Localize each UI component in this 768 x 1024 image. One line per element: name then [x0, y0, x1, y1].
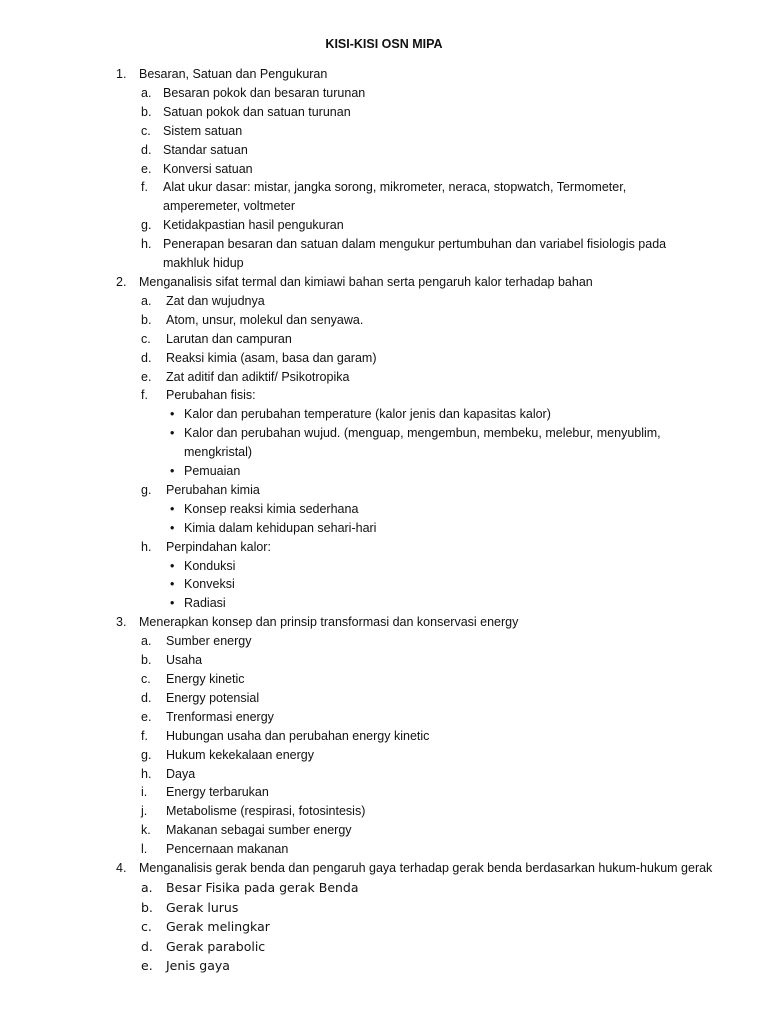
list-item	[0, 670, 768, 689]
item-letter: b.	[141, 653, 152, 668]
list-item	[0, 178, 768, 216]
list-item	[0, 937, 768, 957]
item-text: Alat ukur dasar: mistar, jangka sorong, mikrometer, neraca, stopwatch, Termometer, amperemeter, voltmeter	[163, 180, 627, 214]
list-item	[0, 840, 768, 859]
bullet-text: Kalor dan perubahan wujud. (menguap, mengembun, membeku, melebur, menyublim, mengkristal)	[184, 426, 661, 460]
bullet-item	[0, 594, 768, 613]
list-item	[0, 368, 768, 387]
section-1	[0, 65, 768, 273]
item-text: Energy potensial	[166, 690, 260, 705]
item-text: Metabolisme (respirasi, fotosintesis)	[166, 804, 366, 819]
item-text: Perubahan fisis:	[166, 388, 256, 403]
bullet-text: Kalor dan perubahan temperature (kalor jenis dan kapasitas kalor)	[184, 407, 551, 422]
section-title: Besaran, Satuan dan Pengukuran	[139, 67, 328, 81]
list-item	[0, 802, 768, 821]
item-text: Besar Fisika pada gerak Benda	[166, 879, 359, 895]
item-text: Penerapan besaran dan satuan dalam mengukur pertumbuhan dan variabel fisiologis pada makhluk hidup	[163, 237, 667, 271]
section-heading	[0, 613, 768, 632]
item-text: Atom, unsur, molekul dan senyawa.	[166, 312, 364, 327]
bullet-icon: •	[170, 407, 175, 422]
list-item	[0, 878, 768, 898]
list-item	[0, 727, 768, 746]
list-item	[0, 898, 768, 918]
item-text: Pencernaan makanan	[166, 842, 289, 857]
item-text: Zat dan wujudnya	[166, 293, 265, 308]
item-letter: e.	[141, 161, 152, 176]
bullet-item	[0, 462, 768, 481]
bullet-icon: •	[170, 520, 175, 535]
list-item	[0, 349, 768, 368]
item-text: Sistem satuan	[163, 123, 243, 138]
item-text: Energy terbarukan	[166, 785, 269, 800]
bullet-icon: •	[170, 426, 175, 441]
item-text: Reaksi kimia (asam, basa dan garam)	[166, 350, 377, 365]
item-letter: i.	[141, 785, 148, 800]
list-item	[0, 292, 768, 311]
item-letter: g.	[141, 218, 152, 233]
item-text: Jenis gaya	[166, 958, 230, 974]
item-text: Energy kinetic	[166, 672, 245, 686]
item-letter: l.	[141, 842, 148, 857]
item-letter: e.	[141, 369, 152, 384]
item-letter: h.	[141, 539, 152, 554]
item-text: Gerak lurus	[166, 899, 239, 915]
list-item	[0, 216, 768, 235]
item-text: Makanan sebagai sumber energy	[166, 823, 352, 838]
item-letter: a.	[141, 634, 152, 649]
item-letter: g.	[141, 747, 152, 762]
item-letter: b.	[141, 104, 152, 119]
list-item	[0, 821, 768, 840]
section-heading	[0, 859, 768, 878]
list-item	[0, 783, 768, 802]
section-number: 2.	[116, 274, 127, 289]
item-text: Larutan dan campuran	[166, 331, 292, 346]
item-letter: h.	[141, 237, 152, 252]
section-title: Menerapkan konsep dan prinsip transformasi dan konservasi energy	[139, 615, 519, 630]
bullet-text: Konsep reaksi kimia sederhana	[184, 501, 359, 516]
bullet-icon: •	[170, 501, 175, 516]
list-item	[0, 481, 768, 500]
item-text: Konversi satuan	[163, 161, 253, 176]
bullet-item	[0, 519, 768, 538]
list-item	[0, 632, 768, 651]
item-letter: d.	[141, 142, 152, 157]
item-text: Besaran pokok dan besaran turunan	[163, 85, 366, 100]
list-item	[0, 311, 768, 330]
bullet-text: Konveksi	[184, 577, 235, 592]
item-letter: d.	[141, 690, 152, 705]
list-item	[0, 235, 768, 273]
bullet-item	[0, 405, 768, 424]
item-text: Perubahan kimia	[166, 482, 260, 497]
section-2	[0, 273, 768, 613]
list-item	[0, 330, 768, 349]
list-item	[0, 103, 768, 122]
section-title: Menganalisis gerak benda dan pengaruh gaya terhadap gerak benda berdasarkan hukum-hukum gerak	[139, 861, 713, 876]
item-text: Standar satuan	[163, 142, 248, 157]
item-letter: k.	[141, 823, 151, 838]
section-heading	[0, 65, 768, 84]
item-letter: c.	[141, 123, 151, 138]
item-letter: b.	[141, 312, 152, 327]
item-letter: a.	[141, 85, 152, 100]
list-item	[0, 708, 768, 727]
section-title: Menganalisis sifat termal dan kimiawi bahan serta pengaruh kalor terhadap bahan	[139, 274, 593, 289]
item-text: Usaha	[166, 653, 203, 668]
list-item	[0, 122, 768, 141]
item-text: Satuan pokok dan satuan turunan	[163, 104, 351, 119]
item-text: Gerak parabolic	[166, 938, 266, 954]
section-number: 1.	[116, 67, 127, 81]
bullet-text: Kimia dalam kehidupan sehari-hari	[184, 520, 377, 535]
item-text: Perpindahan kalor:	[166, 539, 271, 554]
bullet-text: Pemuaian	[184, 464, 241, 479]
bullet-text: Radiasi	[184, 596, 226, 611]
bullet-item	[0, 557, 768, 576]
item-letter: e.	[141, 958, 153, 974]
list-item	[0, 386, 768, 405]
item-letter: g.	[141, 482, 152, 497]
section-heading	[0, 273, 768, 292]
item-text: Gerak melingkar	[166, 919, 270, 935]
bullet-icon: •	[170, 464, 175, 479]
item-text: Daya	[166, 766, 196, 781]
list-item	[0, 84, 768, 103]
item-text: Trenformasi energy	[166, 709, 274, 724]
list-item	[0, 746, 768, 765]
bullet-item	[0, 424, 768, 462]
page-title: KISI-KISI OSN MIPA	[325, 37, 443, 51]
bullet-text: Konduksi	[184, 558, 236, 573]
section-3	[0, 613, 768, 859]
list-item	[0, 538, 768, 557]
item-letter: f.	[141, 180, 148, 195]
section-number: 3.	[116, 615, 127, 630]
bullet-item	[0, 575, 768, 594]
item-text: Hubungan usaha dan perubahan energy kinetic	[166, 728, 430, 743]
list-item	[0, 917, 768, 937]
item-letter: e.	[141, 709, 152, 724]
item-text: Zat aditif dan adiktif/ Psikotropika	[166, 369, 350, 384]
list-item	[0, 141, 768, 160]
item-letter: c.	[141, 331, 151, 346]
item-text: Ketidakpastian hasil pengukuran	[163, 218, 344, 233]
item-text: Hukum kekekalaan energy	[166, 747, 314, 762]
bullet-icon: •	[170, 558, 175, 573]
item-letter: c.	[141, 919, 152, 935]
outline-list	[0, 65, 768, 976]
list-item	[0, 651, 768, 670]
list-item	[0, 689, 768, 708]
section-number: 4.	[116, 861, 127, 876]
item-letter: f.	[141, 728, 148, 743]
item-text: Sumber energy	[166, 634, 252, 649]
item-letter: c.	[141, 672, 151, 686]
list-item	[0, 765, 768, 784]
item-letter: f.	[141, 388, 148, 403]
item-letter: d.	[141, 350, 152, 365]
bullet-item	[0, 500, 768, 519]
item-letter: h.	[141, 766, 152, 781]
list-item	[0, 160, 768, 179]
item-letter: d.	[141, 938, 153, 954]
item-letter: j.	[141, 804, 148, 819]
item-letter: a.	[141, 293, 152, 308]
list-item	[0, 956, 768, 976]
bullet-icon: •	[170, 596, 175, 611]
item-letter: a.	[141, 879, 153, 895]
section-4	[0, 859, 768, 976]
item-letter: b.	[141, 899, 153, 915]
bullet-icon: •	[170, 577, 175, 592]
